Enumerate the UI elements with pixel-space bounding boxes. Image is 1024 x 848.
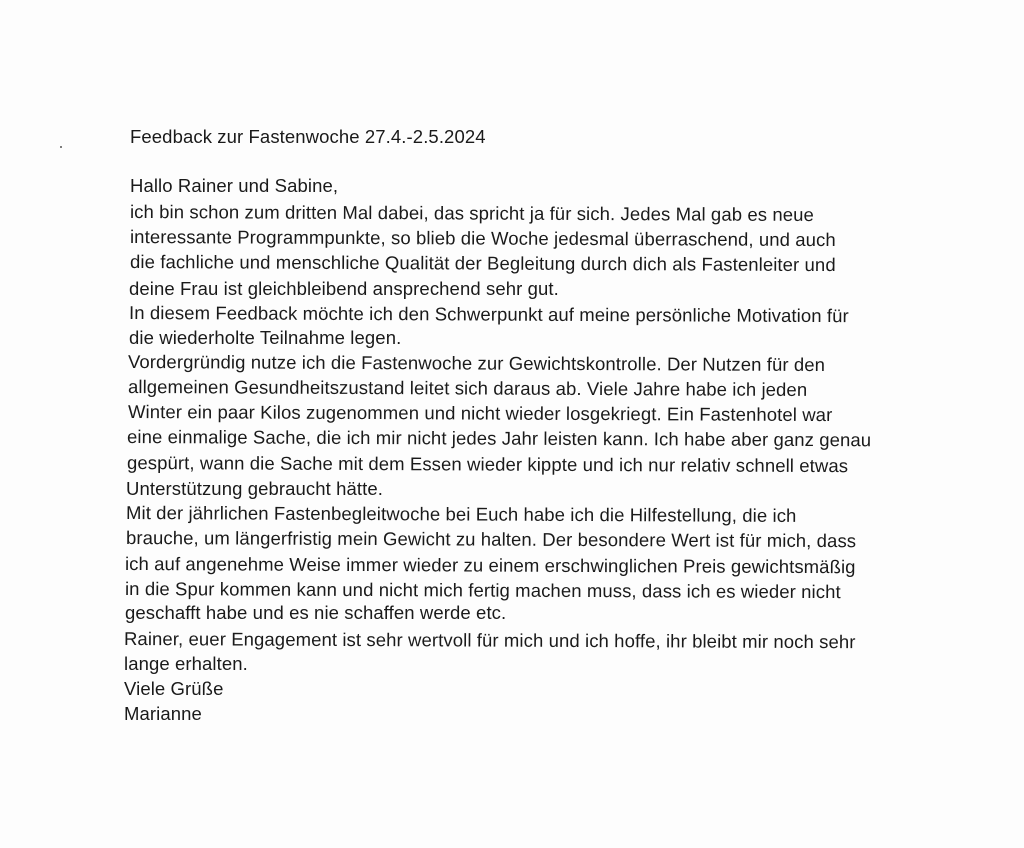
letter-line: gespürt, wann die Sache mit dem Essen wieder kippte und ich nur relativ schnell etwas <box>126 452 849 477</box>
letter-line: allgemeinen Gesundheitszustand leitet sich daraus ab. Viele Jahre habe ich jeden <box>127 376 808 400</box>
letter-line: Mit der jährlichen Fastenbegleitwoche bei Euch habe ich die Hilfestellung, die ich <box>125 502 797 526</box>
letter-line: ich bin schon zum dritten Mal dabei, das spricht ja für sich. Jedes Mal gab es neue <box>129 201 814 225</box>
letter-greeting: Hallo Rainer und Sabine, <box>130 175 339 196</box>
letter-line: In diesem Feedback möchte ich den Schwerpunkt auf meine persönliche Motivation für <box>128 302 849 327</box>
letter-title: Feedback zur Fastenwoche 27.4.-2.5.2024 <box>130 126 486 147</box>
letter-line: in die Spur kommen kann und nicht mich fertig machen muss, dass ich es wieder nicht <box>124 578 841 603</box>
letter-line: ich auf angenehme Weise immer wieder zu einem erschwinglichen Preis gewichtsmäßig <box>124 553 856 578</box>
letter-line: lange erhalten. <box>124 653 248 674</box>
letter-closing: Viele Grüße <box>124 678 224 699</box>
letter-line: die fachliche und menschliche Qualität der Begleitung durch dich als Fastenleiter und <box>129 251 836 276</box>
letter-line: Rainer, euer Engagement ist sehr wertvoll für mich und ich hoffe, ihr bleibt mir noch sehr <box>123 628 856 653</box>
letter-line: die wiederholte Teilnahme legen. <box>129 327 402 348</box>
letter-line: brauche, um längerfristig mein Gewicht zu halten. Der besondere Wert ist für mich, dass <box>125 527 857 552</box>
letter-line: Unterstützung gebraucht hätte. <box>126 478 384 499</box>
letter-line: interessante Programmpunkte, so blieb die Woche jedesmal überraschend, und auch <box>129 226 836 251</box>
letter-line: eine einmalige Sache, die ich mir nicht jedes Jahr leisten kann. Ich habe aber ganz genau <box>126 426 872 451</box>
letter-line: Vordergründig nutze ich die Fastenwoche zur Gewichtskontrolle. Der Nutzen für den <box>127 351 826 376</box>
letter-line: geschafft habe und es nie schaffen werde etc. <box>125 602 507 623</box>
letter-line: deine Frau ist gleichbleibend ansprechend sehr gut. <box>129 278 559 299</box>
letter-signature: Marianne <box>124 703 202 724</box>
letter-line: Winter ein paar Kilos zugenommen und nicht wieder losgekriegt. Ein Fastenhotel war <box>127 401 833 426</box>
